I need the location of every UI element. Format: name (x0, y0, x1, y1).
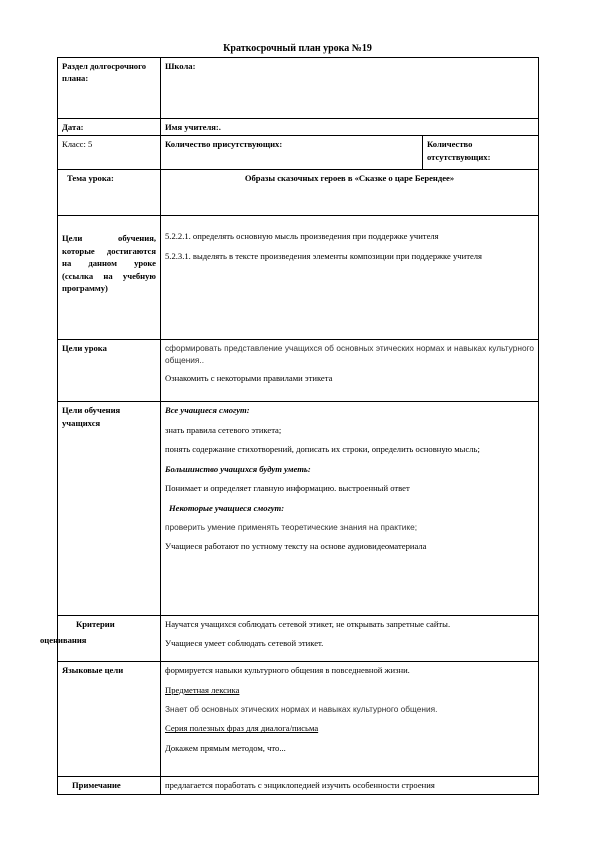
lesson-goal-text: сформировать представление учащихся об основных этических нормах и навыках культурного общения.. (165, 343, 535, 366)
document-title: Краткосрочный план урока №19 (223, 43, 372, 54)
goal-text: Понимает и определяет главную информацию. выстроенный ответ (165, 483, 410, 494)
lesson-goal-text: Ознакомить с некоторыми правилами этикета (165, 373, 333, 384)
present-count-label: Количество присутствующих: (161, 136, 423, 170)
table-row (58, 340, 539, 402)
table-row (58, 170, 539, 216)
language-goal-text: Докажем прямым методом, что... (165, 742, 286, 753)
table-row (58, 58, 539, 119)
table-row (58, 616, 539, 662)
phrases-heading: Серия полезных фраз для диалога/письма (165, 723, 319, 734)
table-row (58, 402, 539, 616)
vocabulary-heading: Предметная лексика (165, 684, 240, 695)
language-goal-text: Знает об основных этических нормах и навыках культурного общения. (165, 704, 438, 715)
note-label: Примечание (58, 777, 161, 795)
objective-item: 5.2.3.1. выделять в тексте произведения элементы композиции при поддержке учителя (165, 250, 483, 261)
table-row (58, 136, 539, 170)
topic-value: Образы сказочных героев в «Сказке о царе Берендее» (161, 170, 539, 216)
date-label: Дата: (58, 119, 161, 136)
table-row (58, 216, 539, 340)
objectives-label: Цели обучения, которые достигаются на данном уроке (ссылка на учебную программу) (58, 216, 161, 340)
language-goal-text: формируется навыки культурного общения в повседневной жизни. (165, 665, 410, 676)
goal-text: Учащиеся работают по устному тексту на основе аудиовидеоматериала (165, 541, 427, 552)
objective-item: 5.2.2.1. определять основную мысль произведения при поддержке учителя (165, 231, 439, 242)
topic-label: Тема урока: (58, 170, 161, 216)
learning-goals-label: Цели обучения учащихся (58, 402, 161, 616)
teacher-field: Имя учителя:. (161, 119, 539, 136)
criteria-text: Учащиеся умеет соблюдать сетевой этикет. (165, 637, 324, 648)
language-goals-label: Языковые цели (58, 662, 161, 777)
goal-text: понять содержание стихотворений, дописать их строки, определить основную мысль; (165, 444, 480, 455)
note-text: предлагается поработать с энциклопедией изучить особенности строения (161, 777, 539, 795)
section-label: Раздел долгосрочного плана: (58, 58, 161, 119)
goal-text: знать правила сетевого этикета; (165, 424, 282, 435)
class-label: Класс: 5 (58, 136, 161, 170)
table-row (58, 662, 539, 777)
some-students-heading: Некоторые учащиеся смогут: (169, 502, 285, 513)
all-students-heading: Все учащиеся смогут: (165, 405, 250, 416)
table-row (58, 777, 539, 795)
lesson-plan-table (40, 57, 539, 795)
lesson-goals-label: Цели урока (58, 340, 161, 402)
most-students-heading: Большинство учащихся будут уметь: (165, 463, 311, 474)
absent-count-label: Количество отсутствующих: (423, 136, 539, 170)
criteria-text: Научатся учащихся соблюдать сетевой этикет, не открывать запретные сайты. (165, 619, 451, 630)
school-field: Школа: (161, 58, 539, 119)
table-row (58, 119, 539, 136)
criteria-label: Критерии (76, 619, 115, 630)
criteria-label-continued: оценивания (40, 634, 87, 645)
goal-text: проверить умение применять теоретические знания на практике; (165, 522, 418, 533)
